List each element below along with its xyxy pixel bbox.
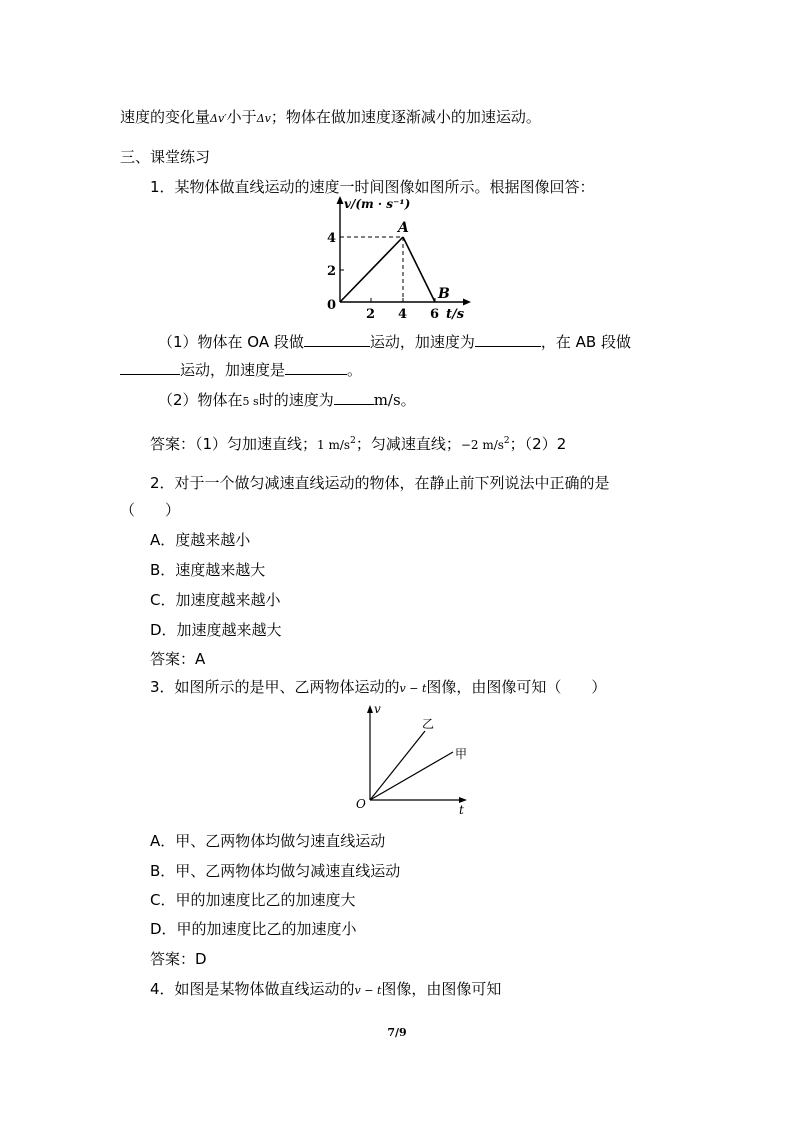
q1-answer-acc1: 1 m/s <box>317 438 351 452</box>
q1-part2-unit: m/s。 <box>373 391 416 409</box>
q3-vt-symbol: v − t <box>399 682 427 695</box>
q1-part1-line1 <box>158 331 631 352</box>
q4-stem-text-a: 4．如图是某物体做直线运动的 <box>150 980 355 998</box>
q1-y-arrow <box>337 196 344 204</box>
q3-option-a: A．甲、乙两物体均做匀速直线运动 <box>150 832 386 850</box>
q3-line-jia <box>370 752 453 800</box>
q1-point-b: B <box>438 286 450 302</box>
q4-stem-text-b: 图像，由图像可知 <box>381 980 502 998</box>
q1-part1-text-e: 。 <box>347 361 363 379</box>
intro-text-3: ；物体在做加速度逐渐减小的加速运动。 <box>270 108 541 126</box>
q1-y-label: v/(m · s⁻¹) <box>344 197 411 211</box>
q3-x-label: t <box>459 803 464 817</box>
intro-line <box>120 107 541 129</box>
q1-answer <box>150 431 566 455</box>
q1-xtick-label-4: 4 <box>398 307 408 322</box>
q3-stem <box>150 677 606 699</box>
q1-part1-line2 <box>120 359 362 380</box>
q1-part2-line <box>158 389 416 412</box>
q3-vt-graph <box>353 700 483 820</box>
q1-x-label: t/s <box>446 307 465 322</box>
q1-answer-acc2: −2 m/s <box>460 438 504 452</box>
q1-part1-text-b: 运动，加速度为 <box>369 333 475 351</box>
q1-part1-text-c: ，在 AB 段做 <box>540 333 631 351</box>
q2-option-c: C．加速度越来越小 <box>150 591 281 609</box>
q4-stem <box>150 979 501 1001</box>
q1-blank-2[interactable] <box>475 331 541 347</box>
q3-option-b: B．甲、乙两物体均做匀减速直线运动 <box>150 862 401 880</box>
q3-answer: 答案：D <box>150 950 207 968</box>
q1-stem: 1．某物体做直线运动的速度一时间图像如图所示。根据图像回答： <box>150 178 595 196</box>
q4-vt-symbol: v − t <box>354 984 382 997</box>
q1-answer-sq1: 2 <box>350 436 356 446</box>
q2-option-a: A．度越来越小 <box>150 531 251 549</box>
q2-option-d: D．加速度越来越大 <box>150 621 282 639</box>
q3-origin-label: O <box>356 797 366 811</box>
q1-ytick-label-2: 2 <box>327 264 337 279</box>
q1-xtick-label-2: 2 <box>366 307 376 322</box>
q1-line-ab <box>403 237 435 302</box>
page-number: 7/9 <box>387 1026 407 1039</box>
q1-part2-text-b: 时的速度为 <box>258 391 334 409</box>
q1-part1-text-a: （1）物体在 OA 段做 <box>158 333 304 351</box>
q3-stem-text-a: 3．如图所示的是甲、乙两物体运动的 <box>150 678 400 696</box>
delta-v: Δv <box>256 112 271 125</box>
q1-x-arrow <box>463 299 471 306</box>
q3-option-c: C．甲的加速度比乙的加速度大 <box>150 891 356 909</box>
q1-ytick-label-4: 4 <box>327 231 337 246</box>
q2-option-b: B．速度越来越大 <box>150 561 266 579</box>
q3-y-label: v <box>374 702 381 716</box>
section-title: 三、课堂练习 <box>120 148 211 166</box>
q1-part2-value: 5 s <box>242 395 259 408</box>
q3-label-jia: 甲 <box>455 747 468 761</box>
q1-part1-text-d: 运动，加速度是 <box>180 361 286 379</box>
q1-xtick-label-6: 6 <box>430 307 440 322</box>
q2-bracket: （ ） <box>120 501 181 519</box>
q1-point-a: A <box>398 220 409 236</box>
q3-line-yi <box>370 731 425 800</box>
q2-answer: 答案：A <box>150 650 206 668</box>
q3-y-arrow <box>367 705 373 713</box>
q1-part2-text-a: （2）物体在 <box>158 391 243 409</box>
q2-stem: 2．对于一个做匀减速直线运动的物体，在静止前下列说法中正确的是 <box>150 474 610 492</box>
q1-answer-text-c: ；（2）2 <box>509 435 567 453</box>
q1-blank-4[interactable] <box>285 359 347 375</box>
q1-line-oa <box>340 237 403 302</box>
q1-blank-5[interactable] <box>334 389 374 405</box>
q1-origin-label: 0 <box>327 298 337 313</box>
q3-option-d: D．甲的加速度比乙的加速度小 <box>150 920 357 938</box>
q3-stem-text-b: 图像，由图像可知（ ） <box>426 678 607 696</box>
delta-v-prime: Δv′ <box>210 112 227 125</box>
intro-text-1: 速度的变化量 <box>120 108 211 126</box>
q1-blank-3[interactable] <box>120 359 180 375</box>
intro-text-2: 小于 <box>226 108 257 126</box>
q3-label-yi: 乙 <box>422 717 435 731</box>
q1-answer-text-b: ；匀减速直线； <box>355 435 461 453</box>
q1-answer-text-a: 答案：（1）匀加速直线； <box>150 435 318 453</box>
q1-vt-graph <box>318 192 478 322</box>
q1-answer-sq2: 2 <box>503 436 510 446</box>
q1-blank-1[interactable] <box>304 331 370 347</box>
